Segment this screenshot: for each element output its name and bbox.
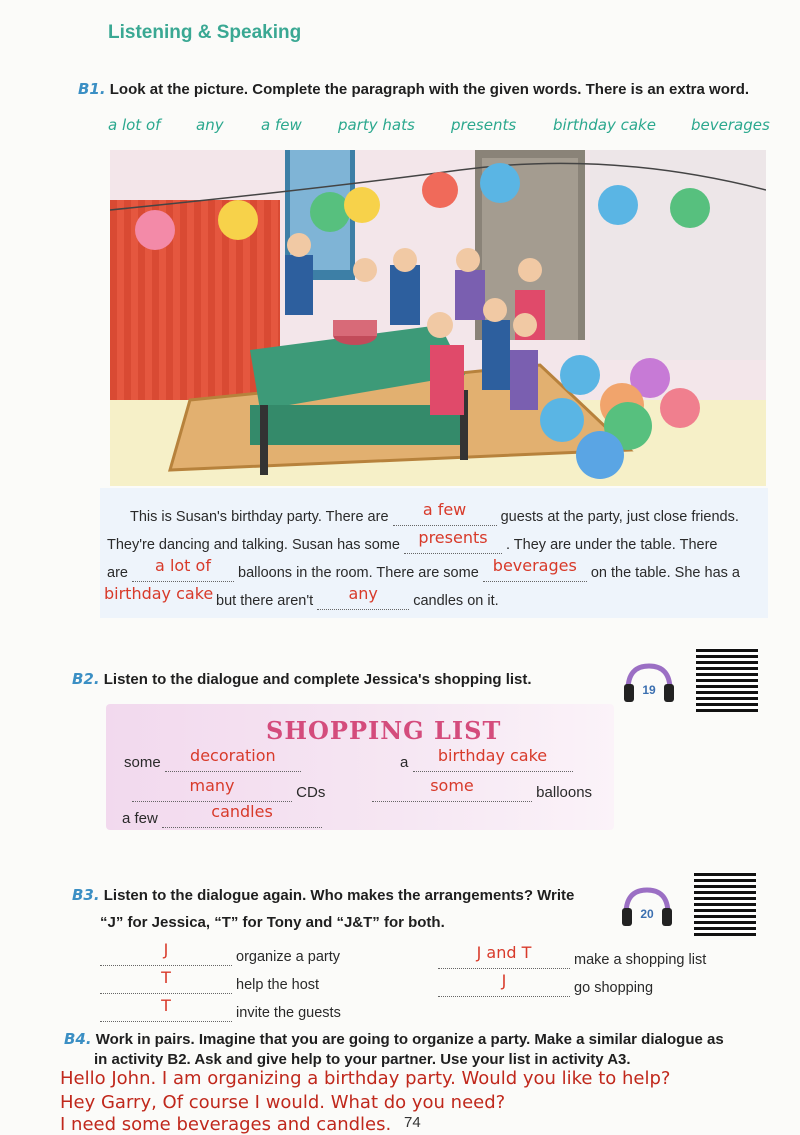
paragraph-text: This is Susan's birthday party. There are [130, 509, 389, 525]
answer-blank[interactable] [438, 971, 570, 997]
word-bank-item: party hats [338, 116, 415, 134]
qr-code-icon[interactable] [696, 648, 758, 712]
answer-blank[interactable] [132, 776, 292, 802]
shopping-list-card [106, 704, 614, 830]
answer-text: a lot of [155, 556, 211, 575]
party-illustration [110, 150, 766, 486]
answer-text: some [430, 776, 474, 795]
answer-text: birthday cake [437, 746, 548, 765]
word-bank-item: a lot of [108, 116, 161, 134]
item-label: balloons [536, 784, 593, 801]
qr-code-icon[interactable] [694, 872, 756, 936]
arrangement-text: organize a party [236, 949, 341, 965]
answer-text: T [161, 996, 171, 1015]
b1-instruction-row [78, 80, 749, 98]
arrangement-text: help the host [236, 977, 320, 993]
paragraph-line [130, 500, 739, 526]
shopping-item [122, 802, 322, 828]
paragraph-line [104, 584, 499, 610]
word-bank [0, 116, 800, 138]
b2-instruction-row [72, 670, 532, 688]
answer-text: J [163, 940, 169, 959]
word-bank-item: any [196, 116, 224, 134]
b1-instruction: Look at the picture. Complete the paragraph with the given words. There is an extra word. [109, 81, 750, 98]
handwritten-line: Hey Garry, Of course I would. What do you need? [60, 1092, 506, 1113]
answer-blank[interactable] [438, 943, 570, 969]
answer-blank[interactable] [100, 968, 232, 994]
b1-paragraph [100, 488, 768, 618]
track-number: 20 [640, 907, 654, 921]
answer-text: beverages [492, 556, 577, 575]
paragraph-text: are [107, 565, 128, 581]
item-label: a [400, 754, 409, 771]
paragraph-text: balloons in the room. There are some [238, 565, 479, 581]
paragraph-text: on the table. She has a [590, 565, 740, 581]
paragraph-text: They're dancing and talking. Susan has some [107, 537, 400, 553]
answer-text: birthday cake [104, 584, 214, 603]
answer-text: T [161, 968, 171, 987]
b4-instruction-line2: in activity B2. Ask and give help to your partner. Use your list in activity A3. [94, 1051, 631, 1068]
b4-number: B4. [64, 1030, 92, 1048]
answer-blank[interactable] [483, 556, 587, 582]
arrangement-row [100, 940, 341, 966]
paragraph-text: candles on it. [413, 593, 499, 609]
audio-headphones-icon[interactable] [620, 884, 674, 930]
answer-blank[interactable] [100, 996, 232, 1022]
shopping-list-title: SHOPPING LIST [266, 716, 502, 745]
item-label: some [124, 754, 161, 771]
item-label: CDs [296, 784, 326, 801]
page-number: 74 [404, 1114, 421, 1131]
shopping-item [124, 746, 301, 772]
b4-instruction-row [64, 1030, 724, 1048]
section-title: Listening & Speaking [108, 22, 302, 43]
answer-text: candles [211, 802, 273, 821]
b3-instruction-row [72, 886, 574, 904]
b3-number: B3. [72, 886, 100, 904]
answer-text: J and T [476, 943, 532, 962]
shopping-item [132, 776, 326, 802]
audio-headphones-icon[interactable] [622, 660, 676, 706]
handwritten-line: Hello John. I am organizing a birthday party. Would you like to help? [60, 1068, 671, 1089]
answer-blank[interactable] [413, 746, 573, 772]
answer-blank[interactable] [165, 746, 301, 772]
b4-instruction-line1: Work in pairs. Imagine that you are going to organize a party. Make a similar dialogue as [95, 1031, 724, 1048]
answer-blank[interactable] [162, 802, 322, 828]
answer-text: decoration [190, 746, 276, 765]
item-label: a few [122, 810, 158, 827]
answer-blank[interactable] [104, 584, 214, 609]
b3-instruction-line2: “J” for Jessica, “T” for Tony and “J&T” for both. [100, 914, 445, 931]
answer-blank[interactable] [372, 776, 532, 802]
b2-instruction: Listen to the dialogue and complete Jessica's shopping list. [103, 671, 532, 688]
b3-instruction-line1: Listen to the dialogue again. Who makes the arrangements? Write [103, 887, 575, 904]
arrangement-row [100, 996, 341, 1022]
arrangement-row [438, 943, 707, 969]
paragraph-line [107, 528, 718, 554]
word-bank-item: a few [261, 116, 302, 134]
word-bank-item: beverages [691, 116, 770, 134]
answer-blank[interactable] [317, 584, 409, 610]
paragraph-text: . They are under the table. There [506, 537, 718, 553]
track-number: 19 [642, 683, 656, 697]
paragraph-line [107, 556, 740, 582]
answer-text: many [189, 776, 235, 795]
shopping-item [400, 746, 573, 772]
word-bank-item: presents [451, 116, 517, 134]
answer-blank[interactable] [132, 556, 234, 582]
handwritten-line: I need some beverages and candles. [60, 1114, 392, 1135]
arrangement-text: invite the guests [236, 1005, 341, 1021]
answer-text: J [501, 971, 507, 990]
answer-blank[interactable] [100, 940, 232, 966]
b2-number: B2. [72, 670, 100, 688]
answer-text: presents [418, 528, 488, 547]
b1-number: B1. [78, 80, 106, 98]
paragraph-text: guests at the party, just close friends. [500, 509, 739, 525]
arrangement-text: go shopping [574, 980, 654, 996]
answer-text: any [348, 584, 378, 603]
arrangement-text: make a shopping list [574, 952, 707, 968]
arrangement-row [100, 968, 320, 994]
answer-text: a few [422, 500, 467, 519]
word-bank-item: birthday cake [553, 116, 656, 134]
arrangement-row [438, 971, 654, 997]
paragraph-text: but there aren't [216, 593, 314, 609]
answer-blank[interactable] [404, 528, 502, 554]
shopping-item [372, 776, 593, 802]
answer-blank[interactable] [393, 500, 497, 526]
